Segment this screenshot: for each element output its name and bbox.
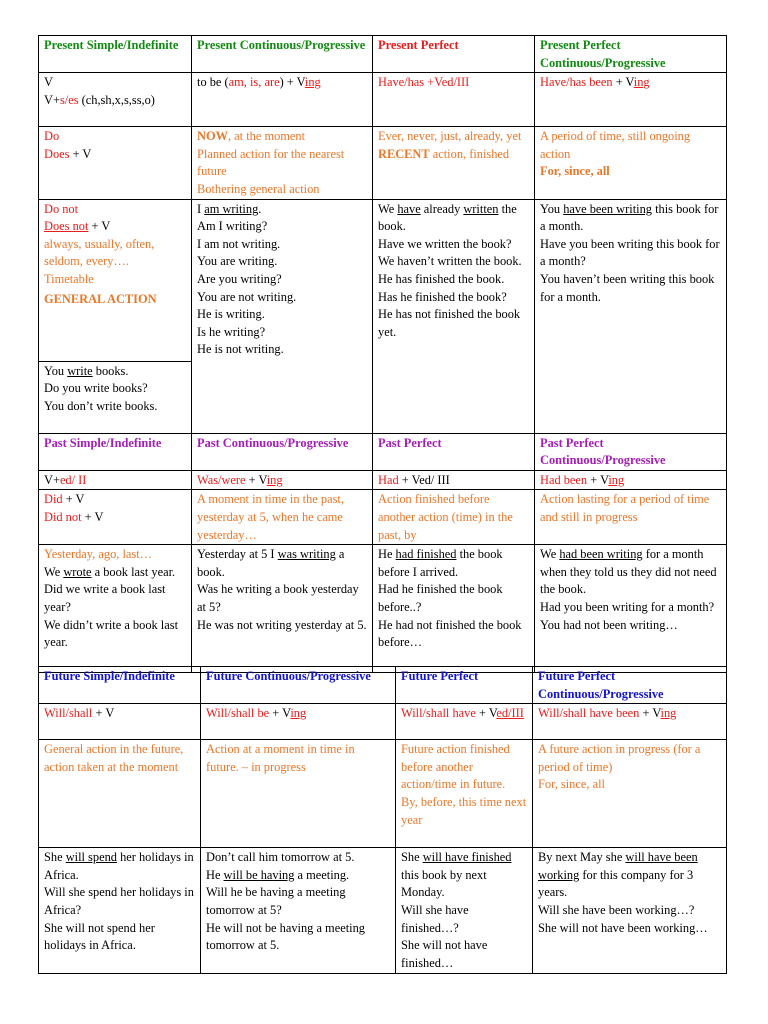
past-continuous-header: Past Continuous/Progressive	[192, 433, 373, 470]
past-perfect-continuous-header: Past Perfect Continuous/Progressive	[535, 433, 727, 470]
future-simple-header: Future Simple/Indefinite	[39, 667, 201, 704]
future-perfect-use: Future action finished before another action/time in future. By, before, this time next year	[396, 740, 533, 848]
present-perfect-continuous-use: A period of time, still ongoing action For, since, all	[535, 127, 727, 199]
future-perfect-header: Future Perfect	[396, 667, 533, 704]
present-perfect-continuous-examples: You have been writing this book for a month. Have you been writing this book for a month? You haven’t been writing this book for a month.	[535, 199, 727, 433]
future-perfect-continuous-form: Will/shall have been + Ving	[533, 704, 727, 740]
present-header-row	[39, 36, 727, 73]
present-perfect-header: Present Perfect	[373, 36, 535, 73]
tense-table-present-past	[38, 35, 727, 673]
past-perfect-continuous-examples: We had been writing for a month when they told us they did not need the book. Had you been writing for a month? You had not been writing…	[535, 545, 727, 673]
tense-table-future	[38, 666, 727, 974]
present-perfect-form: Have/has +Ved/III	[373, 73, 535, 127]
present-perfect-continuous-form: Have/has been + Ving	[535, 73, 727, 127]
future-simple-form: Will/shall + V	[39, 704, 201, 740]
past-continuous-examples: Yesterday at 5 I was writing a book. Was he writing a book yesterday at 5? He was not writing yesterday at 5.	[192, 545, 373, 673]
future-perfect-examples: She will have finished this book by next Monday. Will she have finished…? She will not have finished…	[396, 848, 533, 974]
future-perfect-continuous-header: Future Perfect Continuous/Progressive	[533, 667, 727, 704]
present-simple-form: V V+s/es (ch,sh,x,s,ss,o)	[39, 73, 192, 127]
past-simple-use: Did + V Did not + V	[39, 490, 192, 545]
past-simple-examples: Yesterday, ago, last… We wrote a book last year. Did we write a book last year? We didn’t write a book last year.	[39, 545, 192, 673]
past-continuous-use: A moment in time in the past, yesterday at 5, when he came yesterday…	[192, 490, 373, 545]
future-perfect-form: Will/shall have + Ved/III	[396, 704, 533, 740]
present-continuous-header: Present Continuous/Progressive	[192, 36, 373, 73]
past-use-row	[39, 490, 727, 545]
future-use-row	[39, 740, 727, 848]
past-simple-header: Past Simple/Indefinite	[39, 433, 192, 470]
future-continuous-header: Future Continuous/Progressive	[201, 667, 396, 704]
past-form-row	[39, 470, 727, 490]
future-perfect-continuous-use: A future action in progress (for a period of time) For, since, all	[533, 740, 727, 848]
past-perfect-examples: He had finished the book before I arrived. Had he finished the book before..? He had not finished the book before…	[373, 545, 535, 673]
future-simple-use: General action in the future, action taken at the moment	[39, 740, 201, 848]
present-use-row	[39, 127, 727, 199]
past-simple-form: V+ed/ II	[39, 470, 192, 490]
present-continuous-examples: I am writing. Am I writing? I am not writing. You are writing. Are you writing? You are not writing. He is writing. Is he writing? He is not writing.	[192, 199, 373, 433]
future-simple-examples: She will spend her holidays in Africa. Will she spend her holidays in Africa? She will not spend her holidays in Africa.	[39, 848, 201, 974]
present-continuous-form: to be (am, is, are) + Ving	[192, 73, 373, 127]
present-perfect-examples: We have already written the book. Have we written the book? We haven’t written the book. He has finished the book. Has he finished the book? He has not finished the book yet.	[373, 199, 535, 433]
future-continuous-use: Action at a moment in time in future. – in progress	[201, 740, 396, 848]
future-continuous-form: Will/shall be + Ving	[201, 704, 396, 740]
future-continuous-examples: Don’t call him tomorrow at 5. He will be having a meeting. Will he be having a meeting tomorrow at 5? He will not be having a meeting tomorrow at 5.	[201, 848, 396, 974]
present-perfect-continuous-header: Present Perfect Continuous/Progressive	[535, 36, 727, 73]
future-examples-row	[39, 848, 727, 974]
past-perfect-continuous-use: Action lasting for a period of time and still in progress	[535, 490, 727, 545]
past-perfect-continuous-form: Had been + Ving	[535, 470, 727, 490]
present-simple-header: Present Simple/Indefinite	[39, 36, 192, 73]
present-simple-markers: Do not Does not + V always, usually, often, seldom, every…. Timetable GENERAL ACTION	[39, 199, 192, 361]
present-examples-row	[39, 199, 727, 361]
future-form-row	[39, 704, 727, 740]
past-examples-row	[39, 545, 727, 673]
present-perfect-use: Ever, never, just, already, yet RECENT action, finished	[373, 127, 535, 199]
past-perfect-header: Past Perfect	[373, 433, 535, 470]
past-continuous-form: Was/were + Ving	[192, 470, 373, 490]
present-continuous-use: NOW, at the moment Planned action for the nearest future Bothering general action	[192, 127, 373, 199]
future-perfect-continuous-examples: By next May she will have been working for this company for 3 years. Will she have been working…? She will not have been working…	[533, 848, 727, 974]
past-header-row	[39, 433, 727, 470]
future-header-row	[39, 667, 727, 704]
past-perfect-use: Action finished before another action (time) in the past, by	[373, 490, 535, 545]
present-simple-use: Do Does + V	[39, 127, 192, 199]
past-perfect-form: Had + Ved/ III	[373, 470, 535, 490]
present-simple-examples: You write books. Do you write books? You don’t write books.	[39, 361, 192, 433]
present-form-row	[39, 73, 727, 127]
